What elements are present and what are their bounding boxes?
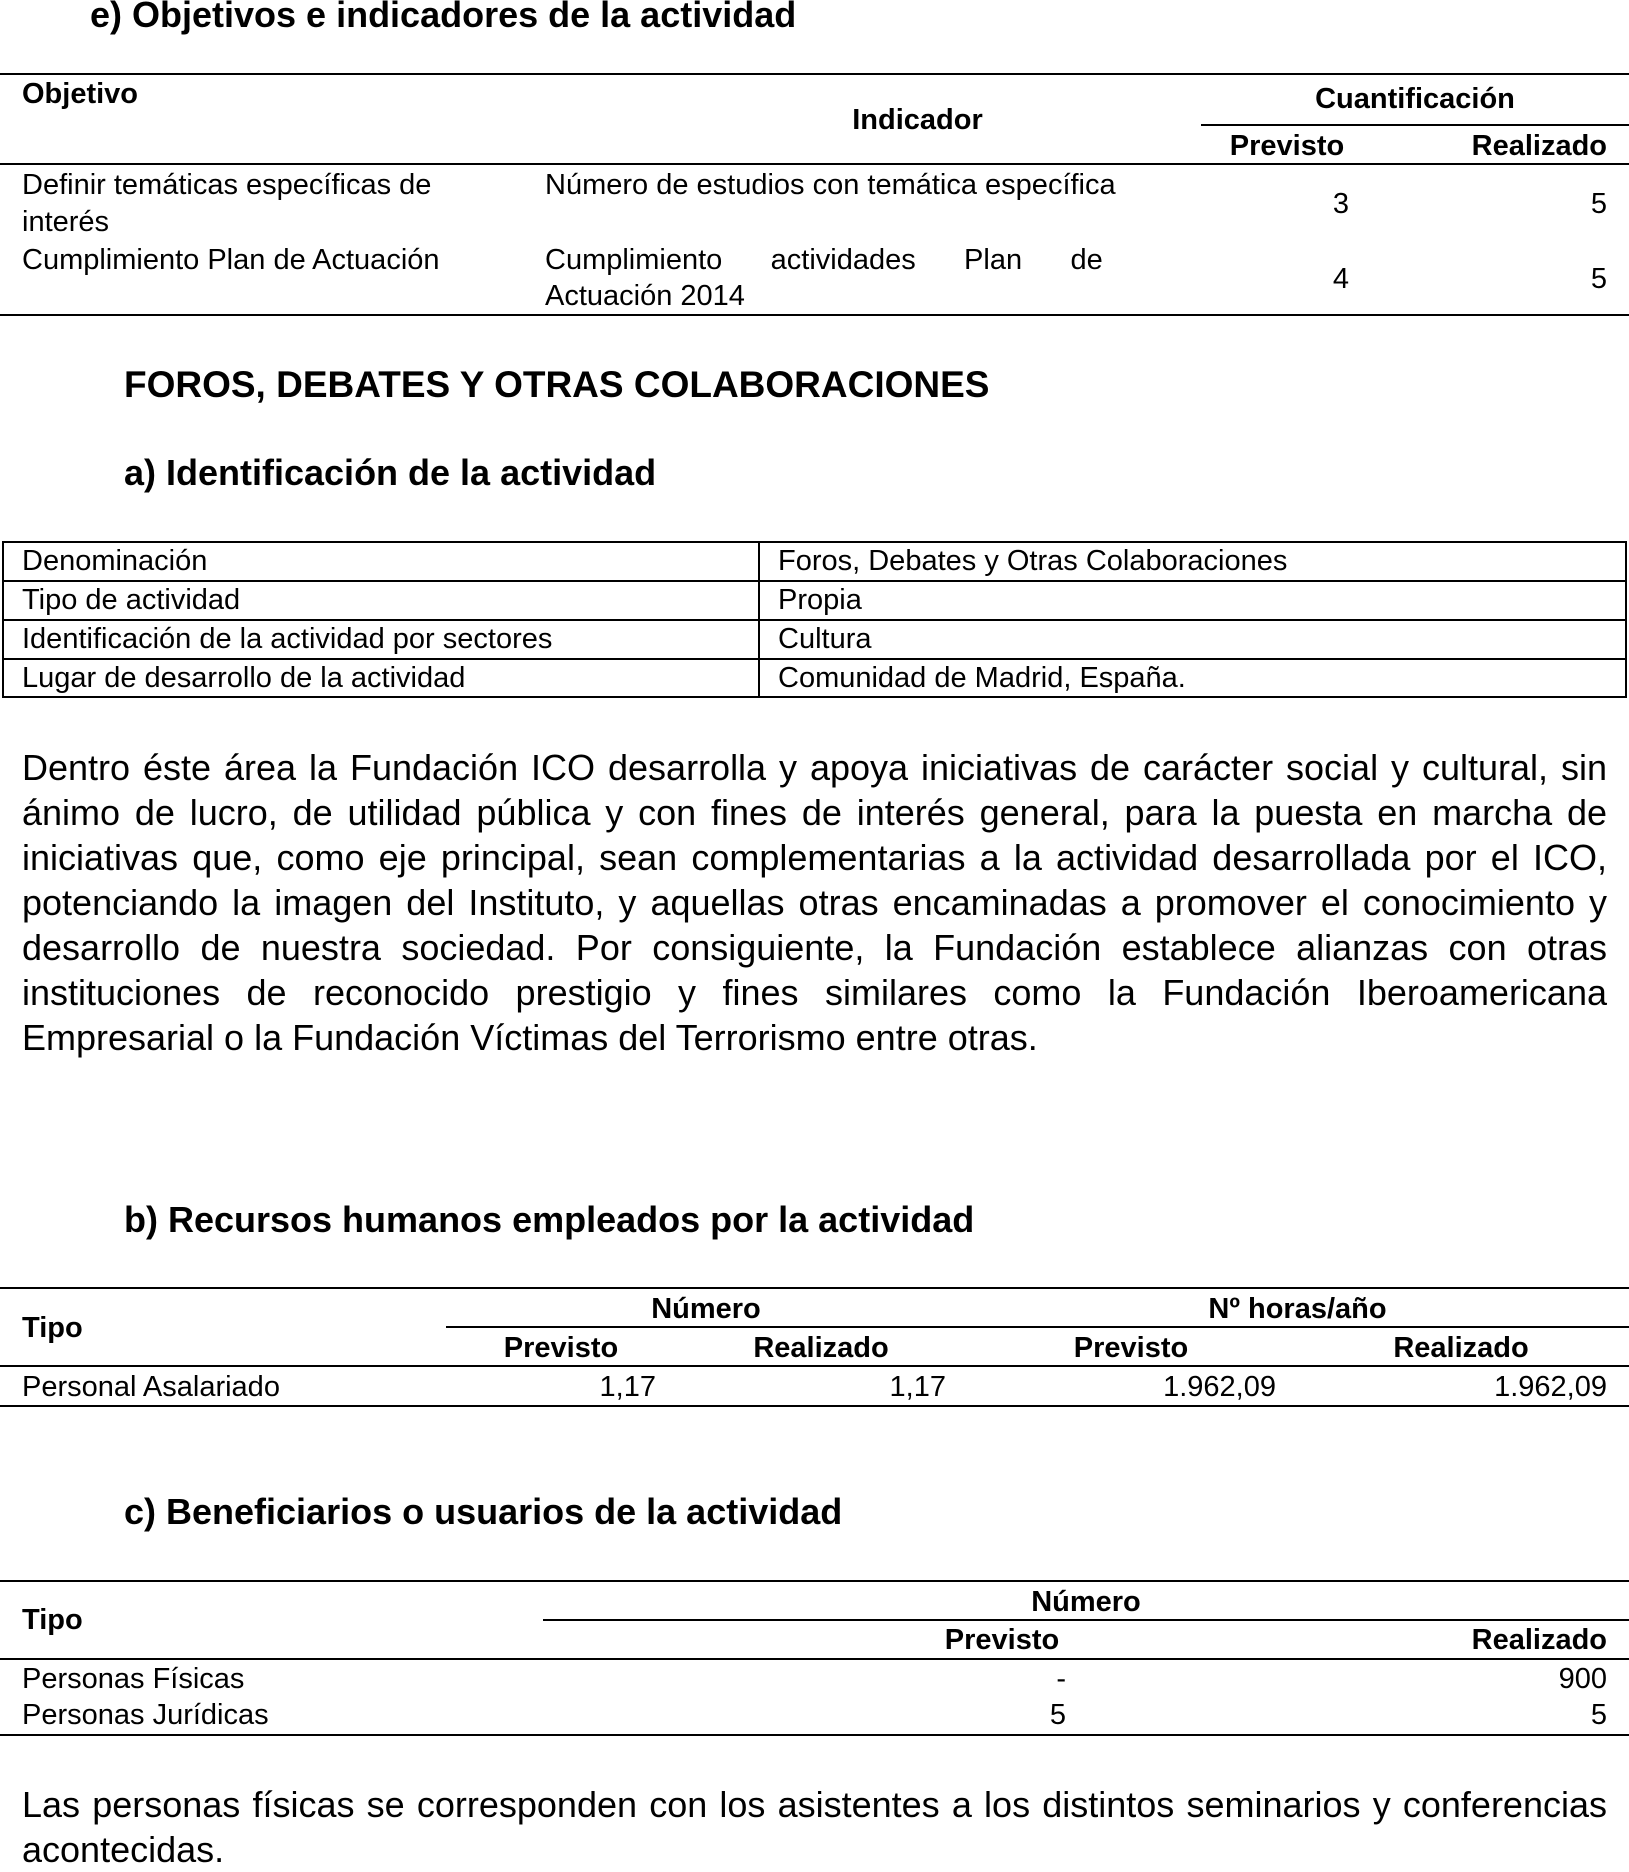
header-indicador: Indicador: [852, 104, 983, 136]
hr-header-horas-realizado: Realizado: [1393, 1332, 1529, 1364]
id-label-2: Tipo de actividad: [22, 584, 241, 616]
hr-row-num-previsto: 1,17: [599, 1371, 656, 1403]
previsto-row-2: 4: [1332, 263, 1350, 295]
hr-row-horas-previsto: 1.962,09: [1163, 1371, 1276, 1403]
id-value-4: Comunidad de Madrid, España.: [778, 662, 1186, 694]
section-c-heading: c) Beneficiarios o usuarios de la actividad: [124, 1491, 843, 1532]
ben-row-1-previsto: -: [1056, 1663, 1066, 1695]
indicador-row-1: Número de estudios con temática específica: [545, 169, 1116, 201]
beneficiaries-note-paragraph: Las personas físicas se corresponden con los asistentes a los distintos seminarios y conferencias acontecidas.: [22, 1784, 1607, 1870]
objetivo-row-2: Cumplimiento Plan de Actuación: [22, 244, 440, 276]
indicador-row-2-line-2: Actuación 2014: [545, 280, 745, 312]
hr-header-horas-previsto: Previsto: [1073, 1332, 1189, 1364]
section-a-heading: a) Identificación de la actividad: [124, 452, 657, 493]
header-realizado: Realizado: [1471, 130, 1607, 162]
main-title: FOROS, DEBATES Y OTRAS COLABORACIONES: [124, 364, 990, 405]
hr-header-horas: Nº horas/año: [1208, 1293, 1387, 1325]
ben-row-2-realizado: 5: [1590, 1699, 1607, 1731]
hr-header-num-realizado: Realizado: [753, 1332, 889, 1364]
hr-header-numero: Número: [651, 1293, 761, 1325]
hr-row-horas-realizado: 1.962,09: [1494, 1371, 1607, 1403]
ben-row-1-tipo: Personas Físicas: [22, 1663, 245, 1695]
ben-header-realizado: Realizado: [1471, 1624, 1607, 1656]
header-previsto: Previsto: [1229, 130, 1345, 162]
ben-header-numero: Número: [1031, 1586, 1141, 1618]
realizado-row-1: 5: [1590, 188, 1607, 220]
id-value-1: Foros, Debates y Otras Colaboraciones: [778, 545, 1288, 577]
hr-header-num-previsto: Previsto: [503, 1332, 619, 1364]
section-e-heading: e) Objetivos e indicadores de la actividad: [90, 0, 797, 35]
realizado-row-2: 5: [1590, 263, 1607, 295]
id-value-3: Cultura: [778, 623, 872, 655]
section-b-heading: b) Recursos humanos empleados por la actividad: [124, 1199, 975, 1240]
hr-row-tipo: Personal Asalariado: [22, 1371, 280, 1403]
ben-row-1-realizado: 900: [1558, 1663, 1607, 1695]
previsto-row-1: 3: [1332, 188, 1350, 220]
id-label-3: Identificación de la actividad por sectores: [22, 623, 553, 655]
objetivo-row-1-line-1: Definir temáticas específicas de: [22, 169, 432, 201]
description-paragraph: Dentro éste área la Fundación ICO desarrolla y apoya iniciativas de carácter social y cultural, sin ánimo de lucro, de utilidad pública y con fines de interés general, para la puesta en marcha de iniciativas que, como eje principal, sean complementarias a la actividad desarrollada por el ICO, potenciando la imagen del Instituto, y aquellas otras encaminadas a promover el conocimiento y desarrollo de nuestra sociedad. Por consiguiente, la Fundación establece alianzas con otras instituciones de reconocido prestigio y fines similares como la Fundación Iberoamericana Empresarial o la Fundación Víctimas del Terrorismo entre otras.: [22, 747, 1607, 1058]
id-value-2: Propia: [778, 584, 862, 616]
ben-header-previsto: Previsto: [944, 1624, 1060, 1656]
indicador-row-2-line-1: Cumplimiento actividades Plan de: [545, 244, 1103, 276]
id-label-1: Denominación: [22, 545, 208, 577]
id-label-4: Lugar de desarrollo de la actividad: [22, 662, 466, 694]
hr-row-num-realizado: 1,17: [889, 1371, 946, 1403]
hr-header-tipo: Tipo: [22, 1312, 83, 1344]
ben-header-tipo: Tipo: [22, 1604, 83, 1636]
ben-row-2-tipo: Personas Jurídicas: [22, 1699, 269, 1731]
header-objetivo: Objetivo: [22, 78, 139, 110]
objetivo-row-1-line-2: interés: [22, 206, 110, 238]
header-cuantificacion: Cuantificación: [1315, 83, 1515, 115]
ben-row-2-previsto: 5: [1049, 1699, 1066, 1731]
